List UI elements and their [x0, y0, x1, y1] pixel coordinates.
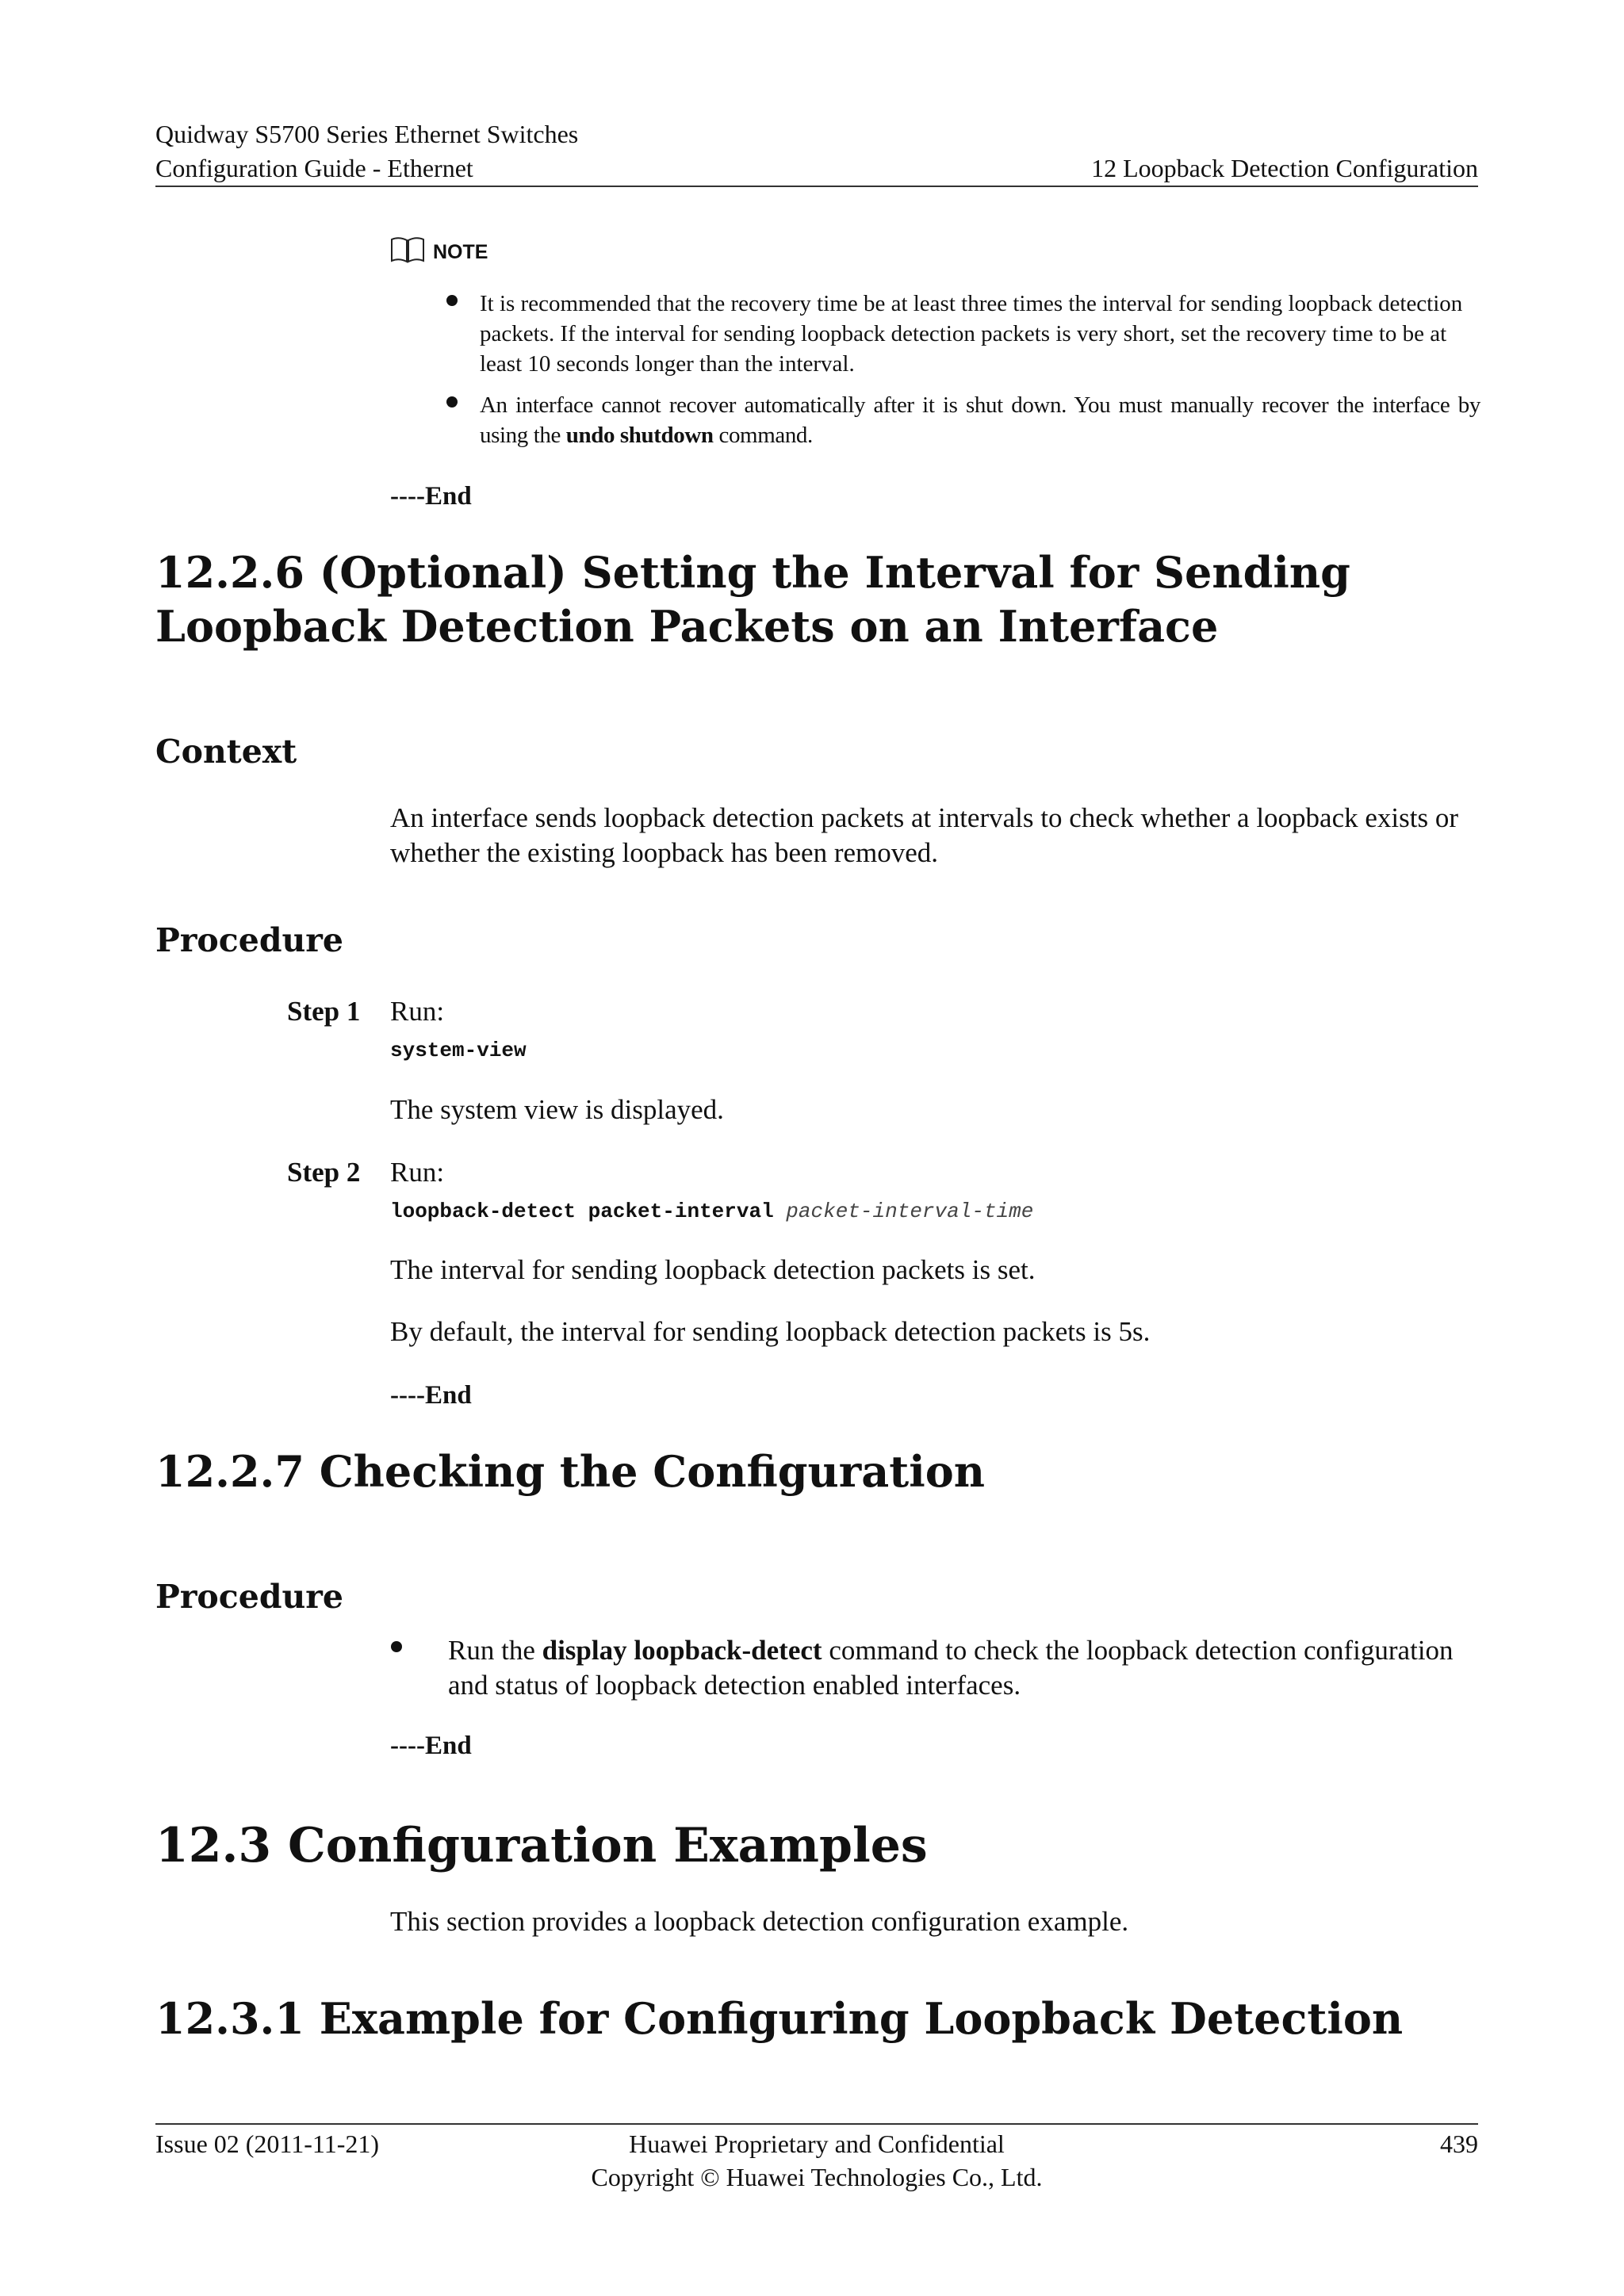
section-12-3-text: This section provides a loopback detection configuration example. — [390, 1906, 1129, 1937]
step-2-label: Step 2 — [287, 1157, 361, 1188]
context-text: An interface sends loopback detection packets at intervals to check whether a loopback exists or whether the existing loopback has been removed. — [390, 802, 1459, 868]
section-12-2-6-title: 12.2.6 (Optional) Setting the Interval for Sending Loopback Detection Packets on an Interface — [155, 547, 1350, 652]
header-rule — [155, 186, 1478, 187]
note-item-1: It is recommended that the recovery time be at least three times the interval for sending loopback detection packets. If the interval for sending loopback detection packets is very short, set the recovery time to be at least 10 seconds longer than the interval. — [480, 291, 1463, 377]
step-1-description: The system view is displayed. — [390, 1094, 724, 1125]
footer-copyright: Copyright © Huawei Technologies Co., Ltd. — [591, 2163, 1043, 2191]
step-2-command: loopback-detect packet-interval packet-interval-time — [390, 1200, 1034, 1223]
footer-rule — [155, 2123, 1478, 2125]
end-marker: ----End — [390, 482, 472, 511]
book-icon — [390, 236, 425, 263]
note-bullet-1 — [446, 295, 458, 306]
footer-confidential: Huawei Proprietary and Confidential — [629, 2130, 1005, 2158]
procedure-item: Run the display loopback-detect command to check the loopback detection configuration and status of loopback detection enabled interfaces. — [448, 1635, 1454, 1701]
context-heading: Context — [155, 733, 297, 771]
note-bullet-2 — [446, 396, 458, 408]
end-marker: ----End — [390, 1381, 472, 1410]
note-label: NOTE — [433, 241, 488, 263]
step-2-run: Run: — [390, 1157, 445, 1188]
header-guide: Configuration Guide - Ethernet — [155, 154, 473, 182]
note-item-2: An interface cannot recover automatically after it is shut down. You must manually recover the interface by using the undo shutdown command. — [480, 392, 1480, 448]
section-12-2-7-title: 12.2.7 Checking the Configuration — [155, 1446, 985, 1497]
header-product: Quidway S5700 Series Ethernet Switches — [155, 120, 579, 148]
step-2-default: By default, the interval for sending loopback detection packets is 5s. — [390, 1316, 1151, 1347]
step-1-run: Run: — [390, 996, 445, 1027]
header-chapter: 12 Loopback Detection Configuration — [1091, 154, 1478, 182]
procedure-heading: Procedure — [155, 921, 343, 959]
section-12-3-title: 12.3 Configuration Examples — [155, 1818, 928, 1873]
step-2-description: The interval for sending loopback detection packets is set. — [390, 1254, 1036, 1285]
step-1-command: system-view — [390, 1039, 527, 1062]
end-marker: ----End — [390, 1732, 472, 1760]
footer-issue: Issue 02 (2011-11-21) — [155, 2130, 380, 2158]
procedure-bullet — [391, 1641, 402, 1652]
procedure-heading: Procedure — [155, 1578, 343, 1616]
section-12-3-1-title: 12.3.1 Example for Configuring Loopback Detection — [155, 1993, 1404, 2044]
footer-page-number: 439 — [1440, 2130, 1478, 2158]
step-1-label: Step 1 — [287, 996, 361, 1027]
